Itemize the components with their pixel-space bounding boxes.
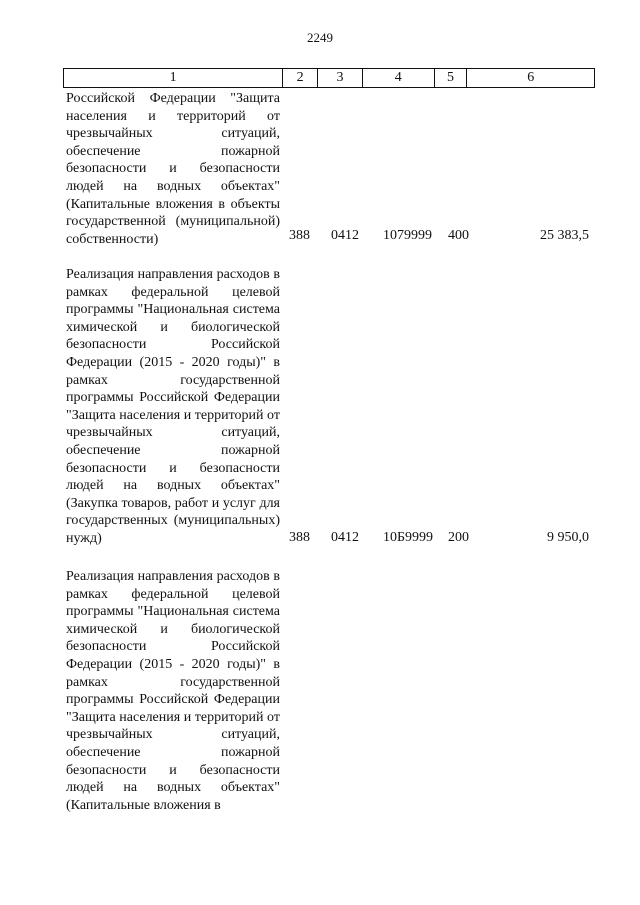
row-description: Реализация направления расходов в рамках федеральной целевой программы "Национальная система химической и биологической безопасности Российской Федерации (2015 - 2020 годы)" в рамках государственной программы Российской Федерации "Защита населения и территорий от чрезвычайных ситуаций, обеспечение пожарной безопасности и безопасности людей на водных объектах" (Капитальные вложения в [66, 569, 280, 813]
table-row [63, 266, 595, 548]
row-amount: 9 950,0 [547, 530, 589, 545]
column-header-1: 1 [64, 69, 283, 87]
column-header-2: 2 [283, 69, 318, 87]
table-row [63, 568, 595, 823]
row-description: Российской Федерации "Защита населения и территорий от чрезвычайных ситуаций, обеспечение пожарной безопасности и безопасности людей на водных объектах" (Капитальные вложения в объекты государственной (муниципальной) собственности) [66, 91, 280, 247]
column-header-5: 5 [435, 69, 468, 87]
row-description: Реализация направления расходов в рамках федеральной целевой программы "Национальная система химической и биологической безопасности Российской Федерации (2015 - 2020 годы)" в рамках государственной программы Российской Федерации "Защита населения и территорий от чрезвычайных ситуаций, обеспечение пожарной безопасности и безопасности людей на водных объектах" (Закупка товаров, работ и услуг для государственных (муниципальных) нужд) [66, 267, 280, 546]
table-header [63, 68, 595, 88]
table-row [63, 90, 595, 245]
column-header-4: 4 [363, 69, 435, 87]
row-expense-type: 200 [448, 530, 469, 545]
row-section-code: 0412 [331, 530, 359, 545]
row-admin-code: 388 [289, 228, 310, 243]
row-amount: 25 383,5 [540, 228, 589, 243]
row-target-code: 1079999 [383, 228, 432, 243]
column-header-6: 6 [527, 70, 535, 85]
row-target-code: 10Б9999 [383, 530, 434, 545]
row-expense-type: 400 [448, 228, 469, 243]
row-admin-code: 388 [289, 530, 310, 545]
column-header-3: 3 [318, 69, 363, 87]
row-section-code: 0412 [331, 228, 359, 243]
page-number: 2249 [307, 30, 333, 45]
